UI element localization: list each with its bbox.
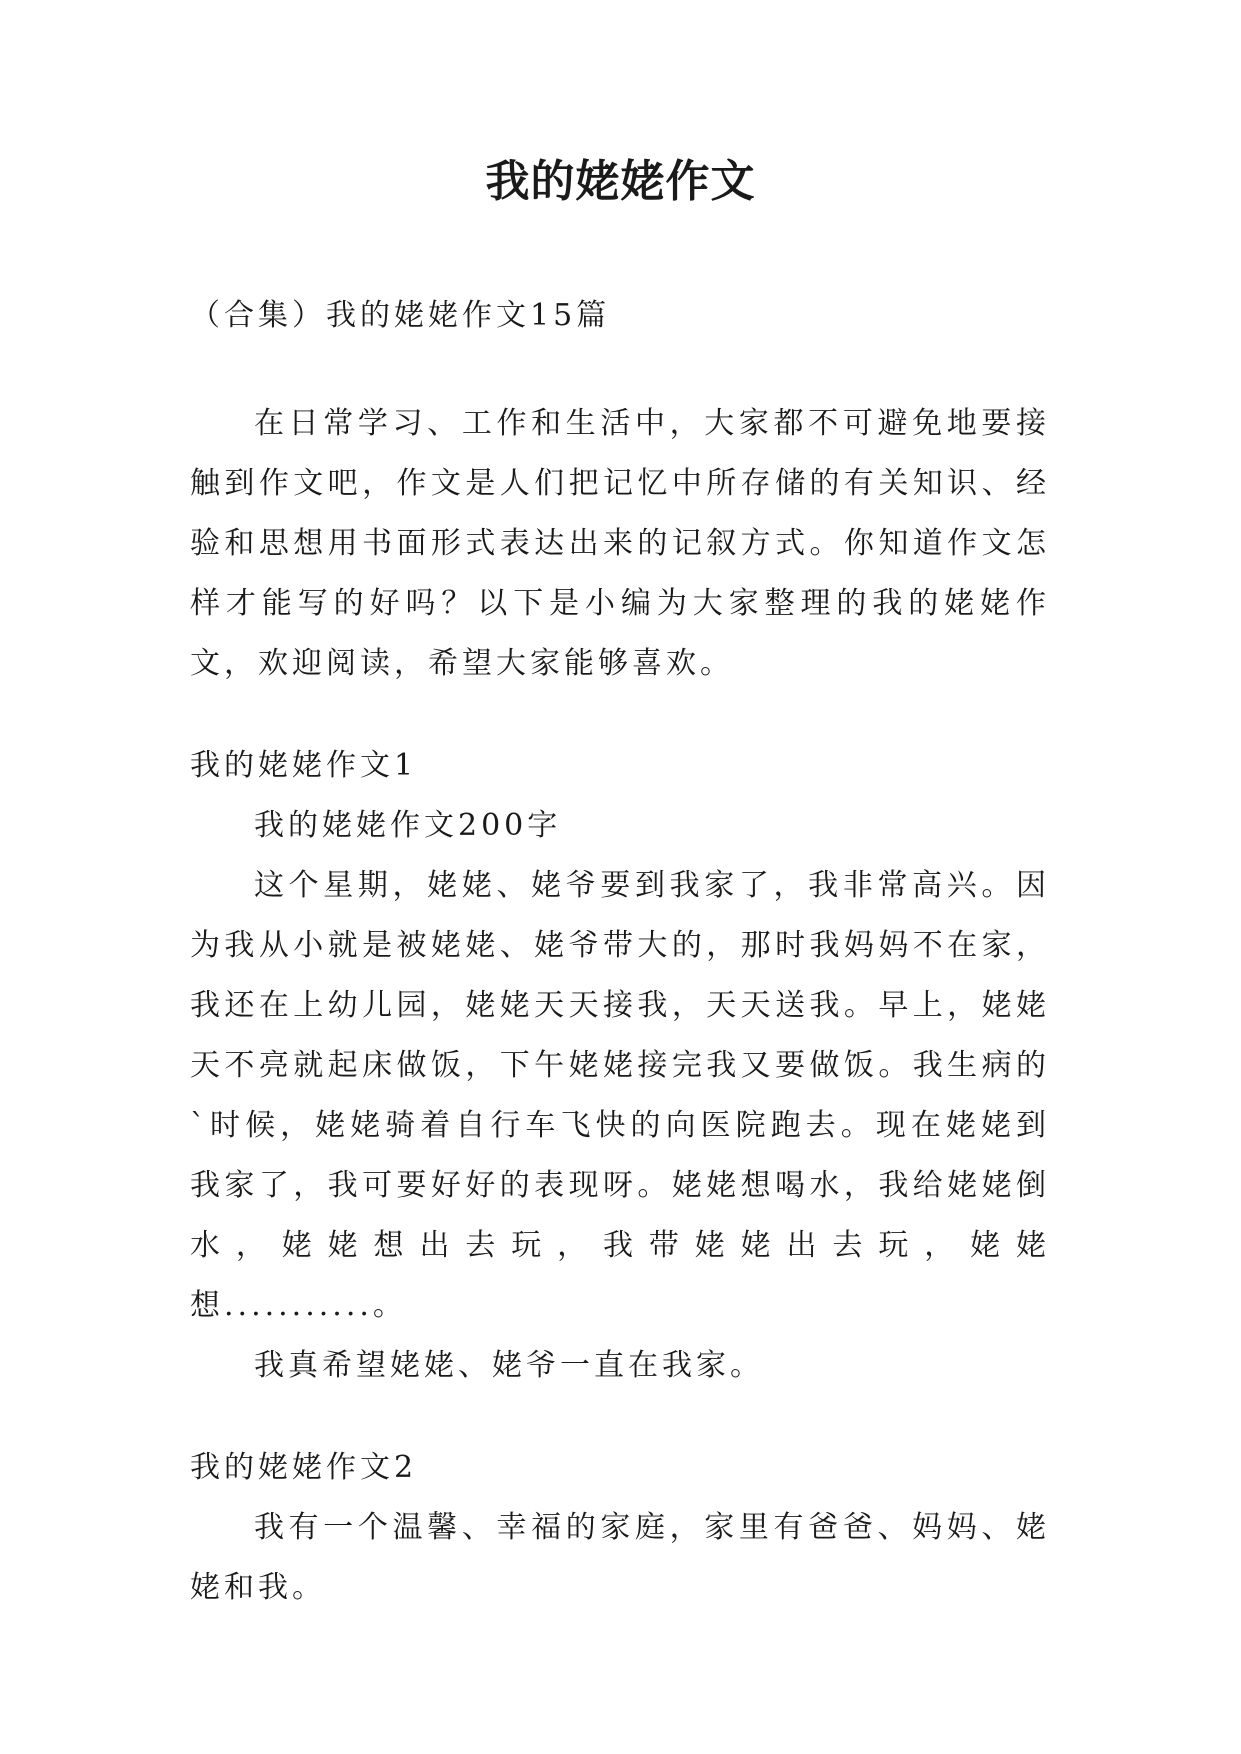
essay-heading: 我的姥姥作文2 [190,1450,418,1485]
essay-section-1 [190,736,1050,1396]
essay-paragraph: 我真希望姥姥、姥爷一直在我家。 [254,1348,764,1383]
document-body [190,286,1050,1618]
essay-section-2 [190,1438,1050,1618]
intro-paragraph: 在日常学习、工作和生活中，大家都不可避免地要接触到作文吧，作文是人们把记忆中所存储的有关知识、经验和思想用书面形式表达出来的记叙方式。你知道作文怎样才能写的好吗？以下是小编为大家整理的我的姥姥作文，欢迎阅读，希望大家能够喜欢。 [190,406,1050,681]
document-title: 我的姥姥作文 [485,156,756,207]
essay-subheading: 我的姥姥作文200字 [254,808,562,843]
essay-paragraph: 这个星期，姥姥、姥爷要到我家了，我非常高兴。因为我从小就是被姥姥、姥爷带大的，那时我妈妈不在家，我还在上幼儿园，姥姥天天接我，天天送我。早上，姥姥天不亮就起床做饭，下午姥姥接完我又要做饭。我生病的`时候，姥姥骑着自行车飞快的向医院跑去。现在姥姥到我家了，我可要好好的表现呀。姥姥想喝水，我给姥姥倒水，姥姥想出去玩，我带姥姥出去玩，姥姥想...........。 [190,868,1050,1323]
essay-heading: 我的姥姥作文1 [190,748,418,783]
document-subtitle: （合集）我的姥姥作文15篇 [190,298,611,333]
essay-paragraph: 我有一个温馨、幸福的家庭，家里有爸爸、妈妈、姥姥和我。 [190,1510,1050,1605]
